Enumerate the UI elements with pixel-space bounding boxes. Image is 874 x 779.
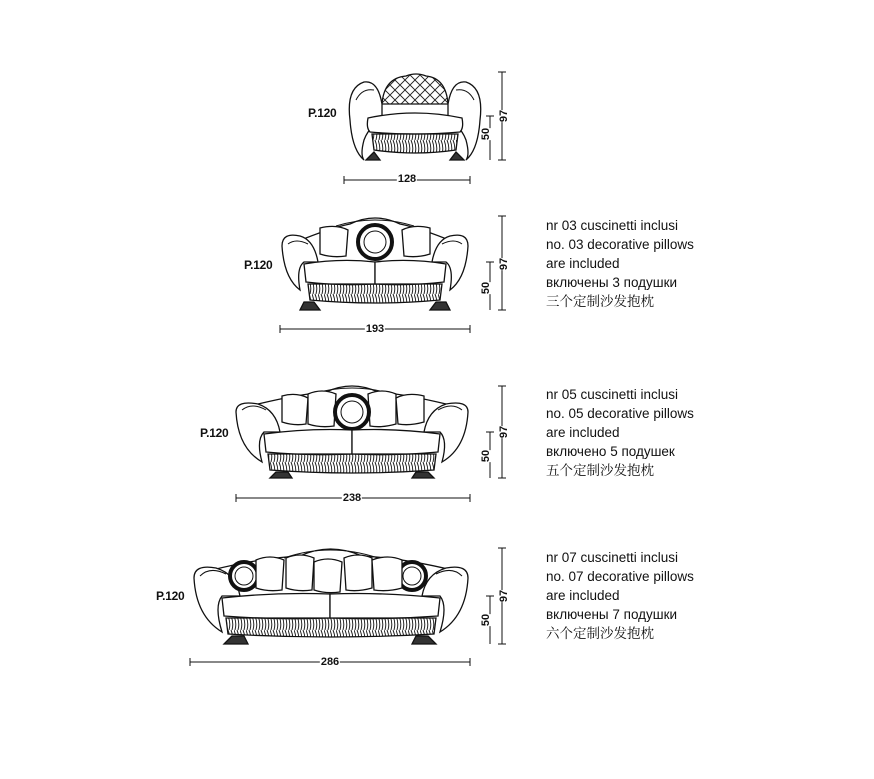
- sofa-3-notes: [546, 385, 694, 480]
- note-line: включены 7 подушки: [546, 607, 678, 622]
- sofa-3-seat-drawing: [236, 386, 468, 478]
- note-line: 三个定制沙发抱枕: [546, 294, 654, 309]
- note-line: nr 07 cuscinetti inclusi: [546, 550, 679, 565]
- sofa-2-seat-height-label: 50: [480, 281, 493, 295]
- sofa-4-depth-label: P.120: [156, 589, 185, 603]
- sofa-4-seat-height-label: 50: [480, 613, 493, 627]
- sofa-3-width-label: 238: [342, 492, 362, 504]
- note-line: no. 03 decorative pillows: [546, 237, 694, 252]
- sofa-2-width-label: 193: [365, 323, 385, 335]
- note-line: no. 07 decorative pillows: [546, 569, 694, 584]
- armchair-width-label: 128: [397, 173, 417, 185]
- sofa-4-total-height-label: 97: [498, 589, 511, 603]
- sofa-4-seat-drawing: [194, 549, 468, 644]
- armchair-drawing: [349, 74, 480, 160]
- note-line: are included: [546, 256, 620, 271]
- armchair-total-height-label: 97: [498, 109, 511, 123]
- sofa-4-notes: [546, 548, 694, 643]
- sofa-3-depth-label: P.120: [200, 426, 229, 440]
- sofa-2-total-height-label: 97: [498, 257, 511, 271]
- sofa-4-width-label: 286: [320, 656, 340, 668]
- sofa-3-seat-height-label: 50: [480, 449, 493, 463]
- note-line: 六个定制沙发抱枕: [546, 626, 654, 641]
- note-line: are included: [546, 425, 620, 440]
- note-line: включены 3 подушки: [546, 275, 678, 290]
- note-line: are included: [546, 588, 620, 603]
- note-line: nr 03 cuscinetti inclusi: [546, 218, 679, 233]
- armchair-depth-label: P.120: [308, 106, 337, 120]
- armchair-seat-height-label: 50: [480, 127, 493, 141]
- note-line: 五个定制沙发抱枕: [546, 463, 654, 478]
- sofa-3-total-height-label: 97: [498, 425, 511, 439]
- note-line: no. 05 decorative pillows: [546, 406, 694, 421]
- sofa-2-notes: [546, 216, 694, 311]
- note-line: nr 05 cuscinetti inclusi: [546, 387, 679, 402]
- sofa-2-seat-drawing: [282, 218, 468, 310]
- sofa-2-depth-label: P.120: [244, 258, 273, 272]
- note-line: включено 5 подушек: [546, 444, 675, 459]
